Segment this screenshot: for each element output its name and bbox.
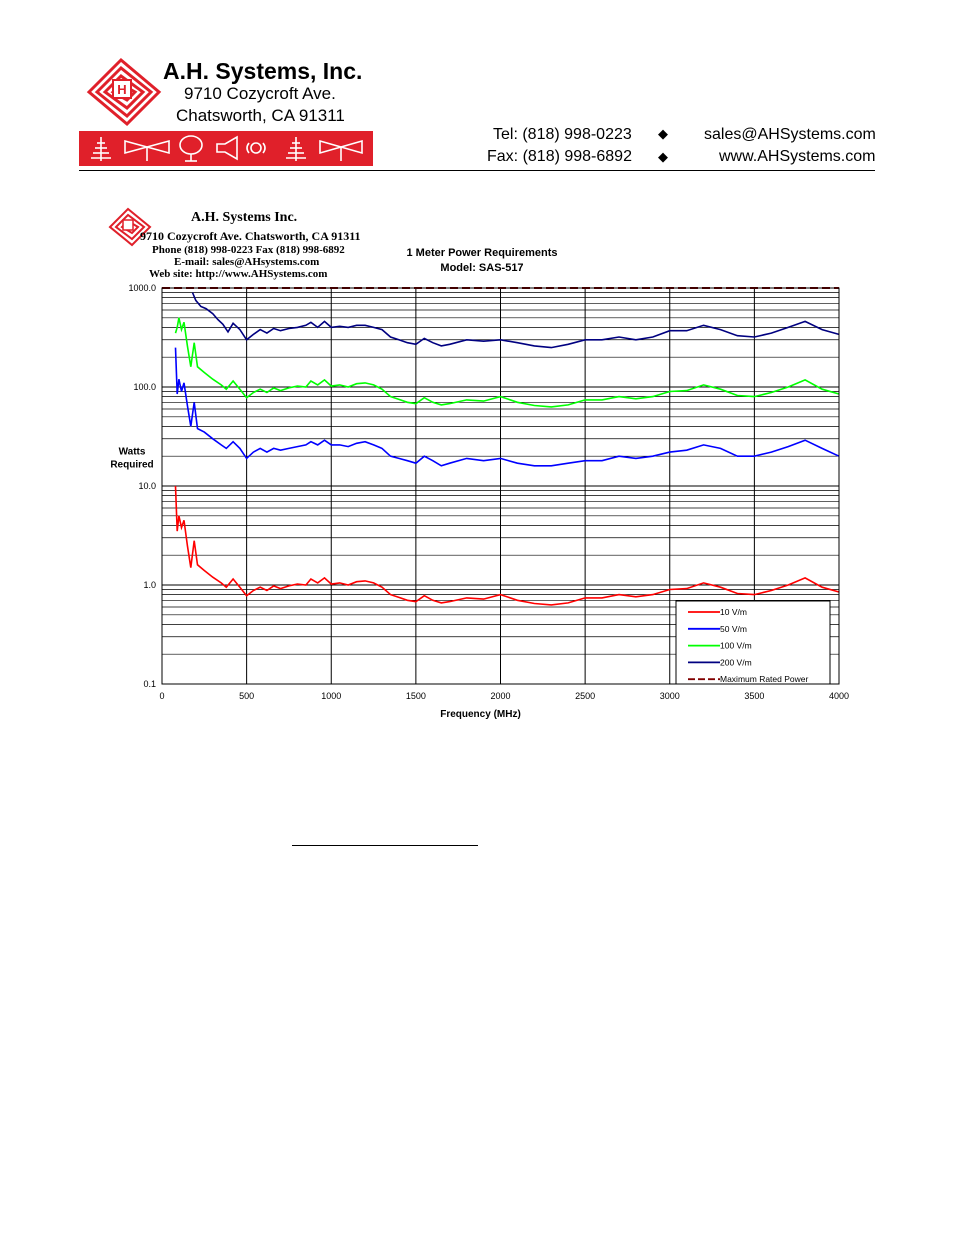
fax: Fax: (818) 998-6892: [487, 148, 632, 165]
chart-phone: Phone (818) 998-0223 Fax (818) 998-6892: [152, 244, 345, 256]
series-line-3: [193, 293, 840, 348]
probe-icon: [247, 143, 265, 153]
bullet-icon: ◆: [658, 126, 668, 141]
legend-label: Maximum Rated Power: [720, 674, 809, 685]
y-axis-label: [110, 446, 153, 470]
x-tick-label: 3500: [744, 691, 765, 701]
chart-company-name: A.H. Systems Inc.: [191, 210, 298, 225]
website-link[interactable]: www.AHSystems.com: [719, 148, 876, 165]
legend-label: 200 V/m: [720, 657, 752, 668]
antenna-icon-strip: [79, 131, 373, 166]
legend-label: 100 V/m: [720, 640, 752, 651]
underline-rule: [292, 845, 478, 846]
y-tick-label: 10.0: [138, 481, 156, 491]
x-tick-label: 1000: [321, 691, 342, 701]
log-periodic-antenna-icon: [91, 137, 111, 161]
legend-label: 50 V/m: [720, 623, 747, 634]
log-periodic-antenna-icon-2: [286, 137, 306, 161]
bullet-icon: ◆: [658, 149, 668, 164]
y-axis-label-line: Required: [110, 459, 154, 471]
x-tick-label: 2000: [490, 691, 511, 701]
x-tick-label: 500: [239, 691, 255, 701]
x-tick-label: 2500: [575, 691, 596, 701]
loop-antenna-icon: [180, 136, 202, 161]
address-line-1: 9710 Cozycroft Ave.: [184, 84, 336, 103]
x-tick-label: 1500: [405, 691, 426, 701]
horn-antenna-icon: [217, 137, 237, 159]
x-tick-label: 0: [159, 691, 165, 701]
header-divider: [79, 170, 875, 171]
series-line-0: [176, 486, 840, 605]
y-tick-label: 1000.0: [128, 283, 156, 293]
y-axis-label-line: Watts: [118, 446, 146, 458]
company-logo: [83, 52, 165, 128]
svg-text:H: H: [117, 82, 127, 97]
email-link[interactable]: sales@AHSystems.com: [704, 126, 876, 143]
series-line-2: [176, 318, 840, 407]
chart-website: Web site: http://www.AHSystems.com: [149, 268, 328, 280]
chart-legend: [676, 601, 830, 684]
chart-subtitle: Model: SAS-517: [440, 262, 524, 274]
biconical-antenna-icon-2: [320, 141, 362, 161]
power-chart: [90, 280, 860, 730]
legend-label: 10 V/m: [720, 607, 747, 617]
legend-box: [676, 601, 830, 684]
biconical-antenna-icon: [125, 141, 169, 161]
company-name: A.H. Systems, Inc.: [163, 58, 363, 84]
x-tick-label: 3000: [659, 691, 680, 701]
y-tick-label: 0.1: [143, 679, 156, 689]
chart-email: E-mail: sales@AHsystems.com: [174, 256, 320, 268]
chart-address: 9710 Cozycroft Ave. Chatsworth, CA 91311: [140, 229, 361, 243]
y-tick-label: 100.0: [133, 382, 156, 392]
series-line-1: [176, 348, 840, 466]
y-tick-label: 1.0: [143, 580, 156, 590]
x-tick-label: 4000: [828, 691, 850, 701]
x-axis-label: Frequency (MHz): [440, 709, 521, 720]
telephone: Tel: (818) 998-0223: [493, 126, 632, 143]
chart-title: 1 Meter Power Requirements: [406, 247, 558, 259]
address-line-2: Chatsworth, CA 91311: [176, 106, 345, 125]
